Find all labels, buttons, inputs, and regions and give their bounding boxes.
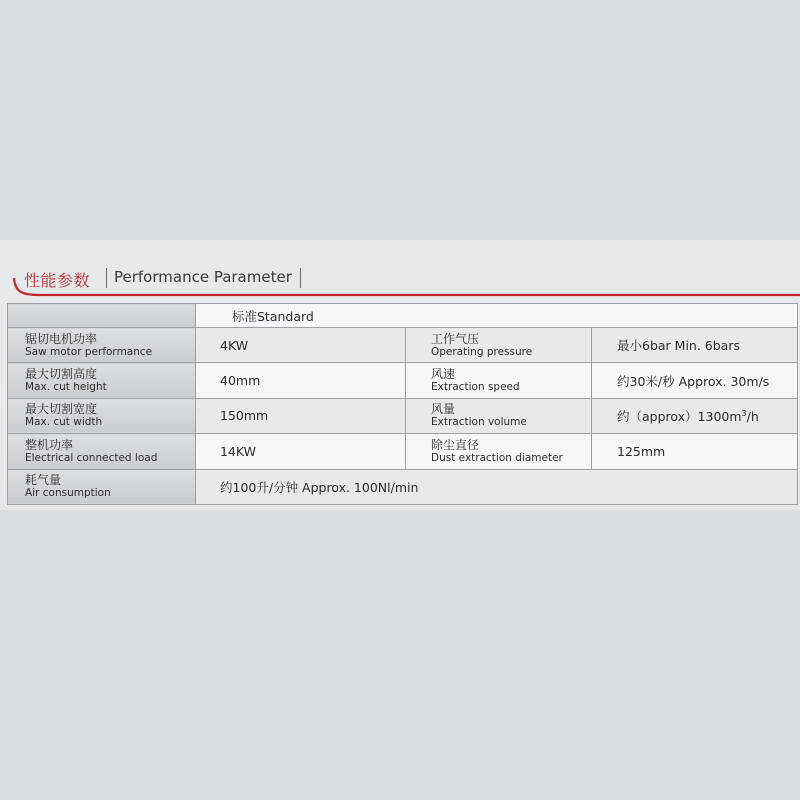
param-label: 工作气压 Operating pressure (406, 328, 592, 363)
param-value: 125mm (592, 434, 798, 469)
param-value: 40mm (196, 363, 406, 398)
param-label: 风量 Extraction volume (406, 398, 592, 433)
param-label: 除尘直径 Dust extraction diameter (406, 434, 592, 469)
param-label: 锯切电机功率 Saw motor performance (8, 328, 196, 363)
table-row (8, 363, 798, 398)
param-value: 最小6bar Min. 6bars (592, 328, 798, 363)
param-label: 整机功率 Electrical connected load (8, 434, 196, 469)
title-separator (106, 268, 107, 288)
param-value: 约$(approx)1300m^3/h$ (592, 398, 798, 433)
title-separator-end (300, 268, 301, 288)
param-label: 最大切割宽度 Max. cut width (8, 398, 196, 433)
param-value: 4KW (196, 328, 406, 363)
performance-table (7, 303, 798, 505)
section-title-en: Performance Parameter (114, 268, 292, 286)
param-value: 约100升/分钟 Approx. 100Nl/min (196, 469, 798, 504)
standard-header: 标准Standard (196, 304, 798, 328)
param-label: 最大切割高度 Max. cut height (8, 363, 196, 398)
table-row (8, 434, 798, 469)
table-row (8, 328, 798, 363)
param-value: 150mm (196, 398, 406, 433)
table-row (8, 469, 798, 504)
param-value: 14KW (196, 434, 406, 469)
table-row (8, 398, 798, 433)
param-label: 耗气量 Air consumption (8, 469, 196, 504)
section-header (0, 258, 800, 298)
empty-header-cell (8, 304, 196, 328)
param-label: 风速 Extraction speed (406, 363, 592, 398)
param-value: 约30米/秒 Approx. 30m/s (592, 363, 798, 398)
table-header-row (8, 304, 798, 328)
section-title-cn: 性能参数 (24, 271, 91, 290)
